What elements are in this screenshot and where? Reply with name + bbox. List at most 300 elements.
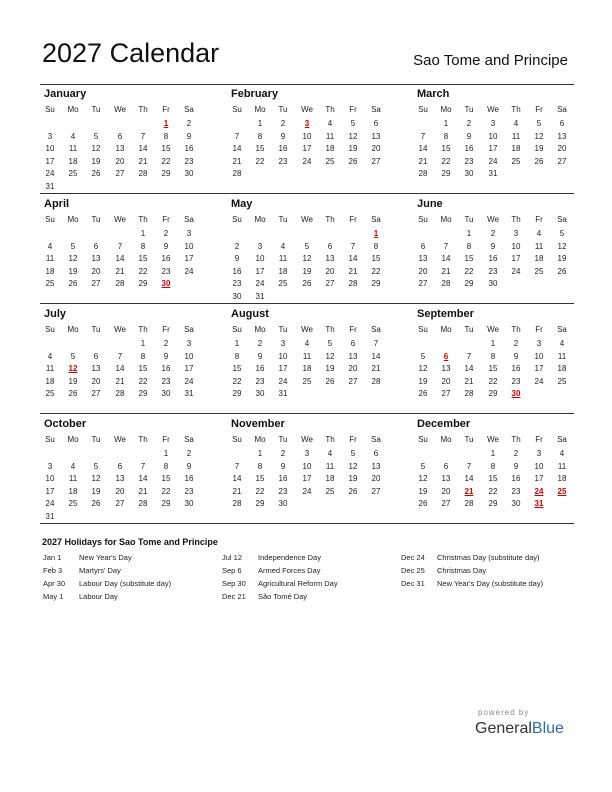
brand-logo[interactable] [475, 720, 564, 738]
day-cell: 19 [325, 364, 335, 373]
day-cell: 5 [93, 461, 99, 471]
day-cell: 30 [511, 499, 521, 508]
holiday-name: Agricultural Reform Day [258, 579, 338, 588]
day-cell: 3 [47, 461, 53, 471]
weekday-label: Th [138, 435, 148, 444]
day-cell: 22 [138, 266, 148, 276]
day-cell: 2 [186, 119, 192, 128]
day-cell: 6 [93, 351, 99, 361]
day-cell: 16 [511, 364, 521, 373]
day-cell: 4 [327, 119, 333, 128]
day-cell: 6 [327, 241, 333, 251]
day-cell: 11 [278, 254, 288, 263]
day-cell: 27 [348, 376, 358, 386]
day-cell: 1 [466, 229, 472, 238]
weekday-label: Th [511, 325, 521, 334]
weekday-label: Tu [464, 215, 474, 224]
day-cell: 21 [371, 364, 381, 373]
day-cell: 25 [325, 486, 335, 496]
day-cell: 1 [443, 119, 449, 128]
day-cell: 25 [68, 499, 78, 508]
weekday-label: Th [138, 215, 148, 224]
day-cell: 18 [45, 266, 55, 276]
holiday-day-cell: 3 [304, 119, 310, 128]
day-cell: 19 [557, 254, 567, 263]
day-cell: 4 [47, 351, 53, 361]
day-cell: 14 [138, 474, 148, 483]
weekday-label: Sa [557, 105, 567, 114]
weekday-label: Th [325, 105, 335, 114]
holiday-day-cell: 6 [443, 351, 449, 361]
day-cell: 9 [466, 131, 472, 141]
day-cell: 19 [68, 266, 78, 276]
day-cell: 5 [420, 351, 426, 361]
day-cell: 24 [488, 156, 498, 166]
day-cell: 16 [278, 144, 288, 153]
day-cell: 27 [91, 389, 101, 398]
holiday-date: Feb 3 [43, 566, 63, 575]
day-cell: 8 [490, 351, 496, 361]
day-cell: 8 [163, 131, 169, 141]
month-name: June [417, 198, 443, 210]
day-cell: 17 [302, 474, 312, 483]
day-cell: 20 [441, 376, 451, 386]
day-cell: 22 [464, 266, 474, 276]
day-cell: 20 [371, 144, 381, 153]
day-cell: 15 [371, 254, 381, 263]
day-cell: 21 [441, 266, 451, 276]
day-cell: 16 [255, 364, 265, 373]
day-cell: 8 [163, 461, 169, 471]
day-cell: 29 [371, 279, 381, 288]
day-cell: 21 [464, 376, 474, 386]
weekday-label: Th [138, 105, 148, 114]
day-cell: 5 [304, 241, 310, 251]
day-cell: 30 [255, 389, 265, 398]
day-cell: 26 [418, 499, 428, 508]
day-cell: 9 [280, 461, 286, 471]
day-cell: 17 [534, 364, 544, 373]
day-cell: 13 [348, 351, 358, 361]
holiday-name: Armed Forces Day [258, 566, 321, 575]
day-cell: 27 [91, 279, 101, 288]
weekday-label: Tu [91, 325, 101, 334]
powered-by-text: powered by [478, 708, 530, 717]
day-cell: 15 [161, 144, 171, 153]
weekday-label: Mo [254, 325, 266, 334]
day-cell: 12 [68, 254, 78, 263]
day-cell: 10 [184, 351, 194, 361]
day-cell: 14 [348, 254, 358, 263]
day-cell: 25 [68, 169, 78, 178]
day-cell: 11 [511, 131, 521, 141]
weekday-label: Sa [184, 435, 194, 444]
day-cell: 5 [536, 119, 542, 128]
month-name: October [44, 418, 87, 430]
day-cell: 9 [186, 131, 192, 141]
day-cell: 16 [184, 474, 194, 483]
day-cell: 25 [325, 156, 335, 166]
month-name: November [231, 418, 285, 430]
weekday-label: Mo [440, 215, 452, 224]
day-cell: 12 [325, 351, 335, 361]
day-cell: 23 [161, 376, 171, 386]
day-cell: 3 [280, 339, 286, 348]
weekday-label: Th [325, 215, 335, 224]
day-cell: 16 [511, 474, 521, 483]
day-cell: 4 [47, 241, 53, 251]
weekday-label: Su [232, 325, 242, 334]
day-cell: 25 [511, 156, 521, 166]
day-cell: 24 [302, 156, 312, 166]
holiday-name: New Year's Day [79, 553, 132, 562]
day-cell: 1 [163, 449, 169, 458]
month-name: March [417, 88, 450, 100]
day-cell: 14 [418, 144, 428, 153]
day-cell: 2 [490, 229, 496, 238]
day-cell: 10 [534, 351, 544, 361]
day-cell: 3 [257, 241, 263, 251]
weekday-label: Mo [254, 435, 266, 444]
weekday-label: Tu [278, 215, 288, 224]
day-cell: 13 [91, 254, 101, 263]
day-cell: 28 [138, 499, 148, 508]
day-cell: 20 [557, 144, 567, 153]
day-cell: 4 [70, 131, 76, 141]
holiday-date: May 1 [43, 592, 64, 601]
day-cell: 6 [443, 461, 449, 471]
day-cell: 25 [534, 266, 544, 276]
day-cell: 11 [45, 364, 55, 373]
holiday-day-cell: 21 [464, 486, 474, 496]
day-cell: 23 [464, 156, 474, 166]
day-cell: 21 [115, 266, 125, 276]
day-cell: 28 [464, 499, 474, 508]
weekday-label: Fr [349, 325, 357, 334]
day-cell: 31 [45, 181, 55, 191]
day-cell: 15 [232, 364, 242, 373]
holiday-day-cell: 31 [534, 499, 544, 508]
day-cell: 20 [441, 486, 451, 496]
day-cell: 27 [557, 156, 567, 166]
day-cell: 23 [278, 156, 288, 166]
weekday-label: Su [232, 215, 242, 224]
day-cell: 24 [184, 376, 194, 386]
day-cell: 3 [304, 449, 310, 458]
day-cell: 6 [373, 449, 379, 458]
day-cell: 6 [350, 339, 356, 348]
day-cell: 18 [302, 364, 312, 373]
holiday-name: Christmas Day (substitute day) [437, 553, 540, 562]
day-cell: 8 [234, 351, 240, 361]
weekday-label: We [114, 215, 126, 224]
day-cell: 28 [441, 279, 451, 288]
day-cell: 19 [348, 474, 358, 483]
day-cell: 31 [488, 169, 498, 178]
day-cell: 15 [464, 254, 474, 263]
weekday-label: We [114, 435, 126, 444]
day-cell: 9 [257, 351, 263, 361]
weekday-label: Su [418, 215, 428, 224]
day-cell: 13 [325, 254, 335, 263]
holiday-day-cell: 30 [161, 279, 171, 288]
day-cell: 2 [466, 119, 472, 128]
day-cell: 21 [138, 486, 148, 496]
day-cell: 14 [464, 474, 474, 483]
day-cell: 9 [234, 254, 240, 263]
day-cell: 8 [443, 131, 449, 141]
day-cell: 4 [280, 241, 286, 251]
day-cell: 16 [184, 144, 194, 153]
day-cell: 28 [418, 169, 428, 178]
holiday-day-cell: 1 [373, 229, 379, 238]
day-cell: 10 [45, 144, 55, 153]
weekday-label: Mo [67, 215, 79, 224]
day-cell: 14 [115, 254, 125, 263]
day-cell: 31 [184, 389, 194, 398]
day-cell: 27 [115, 499, 125, 508]
day-cell: 29 [488, 499, 498, 508]
day-cell: 12 [348, 461, 358, 471]
day-cell: 17 [184, 364, 194, 373]
weekday-label: Tu [278, 325, 288, 334]
day-cell: 27 [418, 279, 428, 288]
weekday-label: Tu [278, 105, 288, 114]
day-cell: 29 [138, 389, 148, 398]
day-cell: 5 [559, 229, 565, 238]
day-cell: 19 [91, 486, 101, 496]
day-cell: 30 [184, 169, 194, 178]
day-cell: 23 [232, 279, 242, 288]
day-cell: 3 [513, 229, 519, 238]
day-cell: 7 [420, 131, 426, 141]
weekday-label: We [487, 325, 499, 334]
day-cell: 3 [47, 131, 53, 141]
day-cell: 16 [161, 254, 171, 263]
weekday-label: Th [138, 325, 148, 334]
weekday-label: We [114, 105, 126, 114]
day-cell: 13 [371, 131, 381, 141]
day-cell: 17 [511, 254, 521, 263]
day-cell: 9 [513, 461, 519, 471]
day-cell: 4 [536, 229, 542, 238]
day-cell: 29 [488, 389, 498, 398]
day-cell: 3 [536, 449, 542, 458]
month-name: December [417, 418, 471, 430]
day-cell: 31 [255, 291, 265, 301]
day-cell: 26 [91, 169, 101, 178]
day-cell: 5 [350, 119, 356, 128]
weekday-label: Tu [278, 435, 288, 444]
weekday-label: Mo [440, 435, 452, 444]
month-name: April [44, 198, 70, 210]
holiday-day-cell: 30 [511, 389, 521, 398]
day-cell: 25 [278, 279, 288, 288]
day-cell: 2 [163, 339, 169, 348]
day-cell: 11 [325, 461, 335, 471]
day-cell: 23 [278, 486, 288, 496]
day-cell: 5 [327, 339, 333, 348]
day-cell: 28 [348, 279, 358, 288]
weekday-label: Sa [371, 215, 381, 224]
day-cell: 22 [138, 376, 148, 386]
weekday-label: Mo [440, 325, 452, 334]
day-cell: 13 [115, 144, 125, 153]
weekday-label: Tu [464, 325, 474, 334]
weekday-label: Su [418, 105, 428, 114]
day-cell: 26 [348, 486, 358, 496]
day-cell: 25 [45, 279, 55, 288]
day-cell: 13 [91, 364, 101, 373]
day-cell: 22 [232, 376, 242, 386]
weekday-label: Th [511, 105, 521, 114]
day-cell: 17 [255, 266, 265, 276]
day-cell: 19 [418, 376, 428, 386]
day-cell: 30 [278, 499, 288, 508]
day-cell: 15 [255, 144, 265, 153]
day-cell: 7 [466, 461, 472, 471]
day-cell: 18 [557, 474, 567, 483]
day-cell: 1 [140, 339, 146, 348]
day-cell: 29 [441, 169, 451, 178]
day-cell: 23 [255, 376, 265, 386]
day-cell: 29 [161, 499, 171, 508]
weekday-label: Sa [371, 325, 381, 334]
month-name: July [44, 308, 67, 320]
day-cell: 7 [466, 351, 472, 361]
weekday-label: Mo [67, 105, 79, 114]
weekday-label: We [114, 325, 126, 334]
day-cell: 30 [232, 291, 242, 301]
holiday-date: Jul 12 [222, 553, 243, 562]
row-divider [40, 413, 574, 414]
day-cell: 7 [443, 241, 449, 251]
day-cell: 27 [115, 169, 125, 178]
day-cell: 17 [278, 364, 288, 373]
day-cell: 22 [255, 156, 265, 166]
day-cell: 24 [511, 266, 521, 276]
weekday-label: Sa [371, 105, 381, 114]
weekday-label: We [301, 215, 313, 224]
weekday-label: Th [325, 435, 335, 444]
day-cell: 17 [534, 474, 544, 483]
weekday-label: We [301, 105, 313, 114]
day-cell: 14 [232, 474, 242, 483]
row-divider [40, 303, 574, 304]
day-cell: 10 [255, 254, 265, 263]
day-cell: 17 [488, 144, 498, 153]
day-cell: 8 [257, 131, 263, 141]
day-cell: 23 [511, 486, 521, 496]
day-cell: 12 [91, 474, 101, 483]
weekday-label: Sa [557, 215, 567, 224]
weekday-label: Fr [535, 435, 543, 444]
weekday-label: Sa [371, 435, 381, 444]
day-cell: 7 [234, 461, 240, 471]
holiday-day-cell: 25 [557, 486, 567, 496]
brand-blue: Blue [531, 720, 564, 737]
day-cell: 10 [184, 241, 194, 251]
day-cell: 26 [534, 156, 544, 166]
weekday-label: We [487, 435, 499, 444]
holiday-day-cell: 12 [68, 364, 78, 373]
day-cell: 28 [232, 169, 242, 178]
month-name: September [417, 308, 474, 320]
day-cell: 11 [68, 474, 78, 483]
day-cell: 24 [45, 499, 55, 508]
day-cell: 26 [302, 279, 312, 288]
day-cell: 20 [325, 266, 335, 276]
day-cell: 9 [513, 351, 519, 361]
weekday-label: Tu [464, 435, 474, 444]
day-cell: 16 [161, 364, 171, 373]
day-cell: 24 [302, 486, 312, 496]
day-cell: 11 [557, 351, 567, 361]
holiday-date: Jan 1 [43, 553, 62, 562]
day-cell: 27 [441, 389, 451, 398]
holiday-date: Dec 31 [401, 579, 425, 588]
weekday-label: Su [418, 325, 428, 334]
holiday-name: São Tomé Day [258, 592, 308, 601]
holiday-day-cell: 24 [534, 486, 544, 496]
day-cell: 20 [91, 376, 101, 386]
day-cell: 22 [161, 486, 171, 496]
day-cell: 13 [115, 474, 125, 483]
day-cell: 24 [45, 169, 55, 178]
day-cell: 10 [278, 351, 288, 361]
day-cell: 2 [513, 339, 519, 348]
weekday-label: Sa [184, 325, 194, 334]
day-cell: 16 [232, 266, 242, 276]
day-cell: 13 [441, 474, 451, 483]
day-cell: 15 [488, 364, 498, 373]
weekday-label: We [301, 435, 313, 444]
day-cell: 26 [418, 389, 428, 398]
day-cell: 24 [184, 266, 194, 276]
day-cell: 21 [232, 156, 242, 166]
day-cell: 10 [302, 131, 312, 141]
day-cell: 15 [441, 144, 451, 153]
day-cell: 14 [371, 351, 381, 361]
day-cell: 13 [418, 254, 428, 263]
day-cell: 10 [534, 461, 544, 471]
day-cell: 8 [140, 351, 146, 361]
weekday-label: Fr [535, 215, 543, 224]
weekday-label: Su [45, 105, 55, 114]
weekday-label: Su [45, 325, 55, 334]
day-cell: 12 [534, 131, 544, 141]
day-cell: 27 [371, 486, 381, 496]
holiday-name: Christmas Day [437, 566, 487, 575]
day-cell: 18 [325, 474, 335, 483]
weekday-label: Mo [440, 105, 452, 114]
day-cell: 31 [45, 511, 55, 521]
day-cell: 7 [234, 131, 240, 141]
day-cell: 18 [534, 254, 544, 263]
weekday-label: Th [511, 215, 521, 224]
weekday-label: Sa [184, 215, 194, 224]
holiday-day-cell: 1 [163, 119, 169, 128]
holiday-date: Sep 6 [222, 566, 242, 575]
day-cell: 7 [140, 131, 146, 141]
day-cell: 11 [534, 241, 544, 251]
day-cell: 2 [234, 241, 240, 251]
weekday-label: Fr [162, 215, 170, 224]
weekday-label: Sa [184, 105, 194, 114]
day-cell: 2 [513, 449, 519, 458]
day-cell: 28 [464, 389, 474, 398]
day-cell: 18 [278, 266, 288, 276]
